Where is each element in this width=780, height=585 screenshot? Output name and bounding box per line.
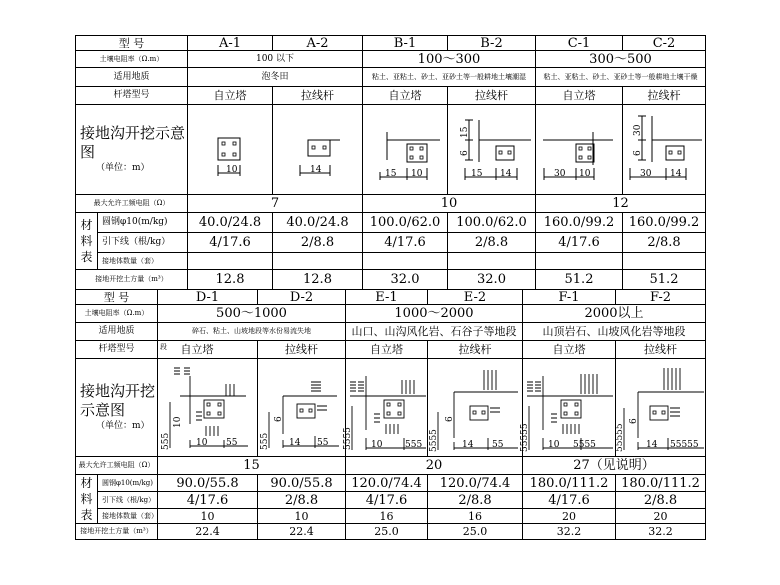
steel-cell: 90.0/55.8: [258, 475, 346, 492]
trench-diagram-c1: [536, 105, 623, 195]
type-row: [76, 290, 706, 305]
diagram-row: [76, 105, 706, 195]
type-label: 型 号: [76, 290, 158, 305]
dim-label: 15: [459, 126, 470, 138]
dim-label: 14: [670, 168, 682, 179]
steel-cell: 100.0/62.0: [363, 213, 448, 233]
dim-label: 14: [646, 439, 658, 450]
lead-cell: 4/17.6: [346, 492, 428, 509]
terrain-row: [76, 323, 706, 341]
lead-cell: 4/17.6: [363, 233, 448, 253]
diagram-label-cell: [76, 359, 158, 457]
tower-cell: 拉线杆: [428, 341, 523, 359]
steel-cell: 120.0/74.4: [428, 475, 523, 492]
earth-cell: 12.8: [188, 270, 273, 290]
resistivity-cell: 2000以上: [523, 305, 706, 323]
resistivity-row: [76, 51, 706, 68]
trench-diagram-c2: [623, 105, 706, 195]
trench-diagram-a2: [273, 105, 363, 195]
diagram-unit: （单位：m）: [96, 163, 150, 173]
tower-cell: 拉线杆: [448, 87, 536, 105]
dim-label: 10: [172, 416, 183, 428]
trench-diagram-b1: [363, 105, 448, 195]
dim-label: 10: [548, 439, 560, 450]
count-label: 接地体数量（套）: [98, 253, 188, 270]
type-cell: F-2: [616, 290, 706, 305]
steel-cell: 40.0/24.8: [273, 213, 363, 233]
count-cell: [448, 253, 536, 270]
lead-cell: 2/8.8: [258, 492, 346, 509]
count-cell: [536, 253, 623, 270]
trench-diagram-b2: [448, 105, 536, 195]
dim-label: 14: [288, 437, 300, 448]
terrain-label: 适用地质: [76, 68, 188, 87]
steel-cell: 90.0/55.8: [158, 475, 258, 492]
count-cell: 20: [523, 509, 616, 524]
grounding-spec-sheet: [75, 35, 705, 555]
dim-label: 5555: [429, 428, 439, 452]
count-row: [76, 253, 706, 270]
steel-cell: 180.0/111.2: [616, 475, 706, 492]
max-resistance-row: [76, 457, 706, 475]
tower-cell: [158, 341, 258, 359]
type-cell: B-1: [363, 36, 448, 51]
dim-label: 10: [195, 437, 207, 448]
type-label: 型 号: [76, 36, 188, 51]
steel-row: [76, 475, 706, 492]
type-cell: D-2: [258, 290, 346, 305]
earth-label: 接地开挖土方量（m³）: [76, 524, 158, 540]
dim-label: 555: [160, 432, 171, 450]
lead-label: 引下线（根/kg）: [98, 492, 158, 509]
diagram-label-cell: [76, 105, 188, 195]
resistivity-cell: 100 以下: [188, 51, 363, 68]
earth-row: [76, 524, 706, 540]
type-cell: A-2: [273, 36, 363, 51]
lead-cell: 4/17.6: [158, 492, 258, 509]
tower-cell: 自立塔: [536, 87, 623, 105]
tower-cell: 自立塔: [363, 87, 448, 105]
count-cell: 16: [346, 509, 428, 524]
lead-cell: 4/17.6: [536, 233, 623, 253]
earth-cell: 32.0: [448, 270, 536, 290]
dim-label: 14: [309, 164, 321, 175]
type-cell: A-1: [188, 36, 273, 51]
tower-cell-label: 自立塔: [180, 343, 214, 356]
type-cell: B-2: [448, 36, 536, 51]
terrain-cell: 泡冬田: [188, 68, 363, 87]
tower-cell: 自立塔: [188, 87, 273, 105]
resistivity-label: 土壤电阻率（Ω.m）: [76, 305, 158, 323]
count-row: [76, 509, 706, 524]
resistivity-row: [76, 305, 706, 323]
tower-cell: 拉线杆: [616, 341, 706, 359]
lead-row: [76, 233, 706, 253]
count-cell: [363, 253, 448, 270]
dim-label: 55: [316, 437, 328, 448]
trench-diagram-e2-svg: [428, 362, 522, 454]
lead-cell: 2/8.8: [623, 233, 706, 253]
trench-diagram-a2-svg: [278, 110, 358, 190]
dim-label: 555: [259, 432, 270, 450]
trench-diagram-c1-svg: [538, 110, 620, 190]
tower-cell: 拉线杆: [623, 87, 706, 105]
max-resistance-cell: 7: [188, 195, 363, 213]
resistivity-cell: 300～500: [536, 51, 706, 68]
steel-cell: 180.0/111.2: [523, 475, 616, 492]
max-resistance-cell: 20: [346, 457, 523, 475]
type-cell: F-1: [523, 290, 616, 305]
type-row: [76, 36, 706, 51]
trench-diagram-d2-svg: [259, 362, 345, 454]
max-resistance-cell: 27（见说明）: [523, 457, 706, 475]
diagram-unit: （单位：m）: [96, 421, 150, 431]
trench-diagram-e1: [343, 359, 428, 457]
resistivity-cell: 500～1000: [158, 305, 346, 323]
tower-row: [76, 87, 706, 105]
trench-diagram-b2-svg: [451, 110, 533, 190]
max-resistance-label: 最大允许工频电阻（Ω）: [76, 195, 188, 213]
dim-label: 5555: [573, 439, 596, 450]
dim-label: 15: [470, 168, 482, 179]
dim-label: 6: [445, 415, 455, 422]
lead-cell: 2/8.8: [428, 492, 523, 509]
trench-diagram-f1: [520, 359, 616, 457]
max-resistance-cell: 15: [158, 457, 346, 475]
dim-label: 55: [225, 437, 237, 448]
resistivity-label: 土壤电阻率（Ω.m）: [76, 51, 188, 68]
steel-cell: 40.0/24.8: [188, 213, 273, 233]
material-label: 材料表: [76, 475, 98, 524]
dim-label: 6: [629, 417, 639, 424]
earth-cell: 32.2: [523, 524, 616, 540]
terrain-label: 适用地质: [76, 323, 158, 341]
terrain-cell: 粘土、亚粘土、砂土、亚砂土等一般耕地土壤潮湿: [363, 68, 536, 87]
type-cell: E-2: [428, 290, 523, 305]
type-cell: E-1: [346, 290, 428, 305]
trench-diagram-a1: [188, 105, 273, 195]
max-resistance-row: [76, 195, 706, 213]
count-cell: [188, 253, 273, 270]
dim-label: 10: [226, 164, 238, 175]
terrain-cell: 山口、山沟风化岩、石谷子等地段: [346, 323, 523, 341]
count-label: 接地体数量（套）: [98, 509, 158, 524]
dim-label: 6: [273, 415, 284, 422]
earth-cell: 25.0: [346, 524, 428, 540]
dim-label: 55: [492, 439, 504, 450]
max-resistance-cell: 12: [536, 195, 706, 213]
dim-label: 55555: [615, 422, 625, 452]
count-cell: 10: [258, 509, 346, 524]
count-cell: 20: [616, 509, 706, 524]
earth-cell: 12.8: [273, 270, 363, 290]
steel-row: [76, 213, 706, 233]
terrain-row: [76, 68, 706, 87]
resistivity-cell: 100～300: [363, 51, 536, 68]
steel-label: 圆钢φ10(m/kg): [98, 213, 188, 233]
diagram-label: 接地沟开挖示意图: [80, 124, 186, 161]
lead-label: 引下线（根/kg）: [98, 233, 188, 253]
dim-label: 6: [459, 149, 470, 156]
terrain-cell: 山顶岩石、山坡风化岩等地段: [523, 323, 706, 341]
dim-label: 6: [633, 149, 643, 156]
trench-diagram-a1-svg: [190, 110, 270, 190]
trench-diagram-b1-svg: [365, 110, 445, 190]
trench-diagram-d2: [258, 359, 346, 457]
dim-label: 555: [405, 439, 423, 450]
bottom-spec-table: [75, 289, 706, 540]
type-cell: C-2: [623, 36, 706, 51]
tower-label: 杆塔型号: [76, 341, 158, 359]
dim-label: 30: [554, 168, 566, 179]
tower-cell: 拉线杆: [273, 87, 363, 105]
count-cell: [623, 253, 706, 270]
dim-label: 10: [411, 168, 423, 179]
earth-cell: 51.2: [623, 270, 706, 290]
lead-cell: 2/8.8: [448, 233, 536, 253]
tower-row: [76, 341, 706, 359]
earth-cell: 32.2: [616, 524, 706, 540]
lead-row: [76, 492, 706, 509]
diagram-label: 接地沟开挖示意图: [80, 382, 156, 419]
dim-label: 15: [385, 168, 397, 179]
tower-label: 杆塔型号: [76, 87, 188, 105]
dim-label: 5555: [343, 426, 353, 450]
trench-diagram-d1-svg: [160, 362, 256, 454]
dim-label: 30: [640, 168, 652, 179]
lead-cell: 4/17.6: [188, 233, 273, 253]
trench-diagram-f2: [616, 359, 706, 457]
steel-label: 圆钢φ10(m/kg): [98, 475, 158, 492]
earth-cell: 22.4: [158, 524, 258, 540]
earth-cell: 51.2: [536, 270, 623, 290]
trench-diagram-f1-svg: [520, 362, 615, 454]
terrain-cell: 碎石、粘土、山坡地段等水份易流失地: [158, 323, 346, 341]
dim-label: 10: [579, 168, 591, 179]
terrain-cell: 粘土、亚粘土、砂土、亚砂土等一般耕地土壤干燥: [536, 68, 706, 87]
lead-cell: 4/17.6: [523, 492, 616, 509]
top-spec-table: [75, 35, 706, 290]
trench-diagram-c2-svg: [624, 110, 704, 190]
dim-label: 14: [499, 168, 511, 179]
tower-cell: 自立塔: [346, 341, 428, 359]
max-resistance-label: 最大允许工频电阻（Ω）: [76, 457, 158, 475]
lead-cell: 2/8.8: [273, 233, 363, 253]
lead-cell: 2/8.8: [616, 492, 706, 509]
tower-cell: 自立塔: [523, 341, 616, 359]
dim-label: 30: [633, 124, 643, 136]
dim-label: 55555: [520, 422, 530, 452]
diagram-row: [76, 359, 706, 457]
count-cell: 10: [158, 509, 258, 524]
dim-label: 14: [462, 439, 474, 450]
tower-cell: 拉线杆: [258, 341, 346, 359]
trench-diagram-d1: [158, 359, 258, 457]
count-cell: [273, 253, 363, 270]
trench-diagram-e1-svg: [343, 362, 428, 454]
count-cell: 16: [428, 509, 523, 524]
trench-diagram-e2: [428, 359, 523, 457]
earth-cell: 32.0: [363, 270, 448, 290]
earth-cell: 22.4: [258, 524, 346, 540]
dim-label: 10: [371, 439, 383, 450]
dim-label: 55555: [670, 439, 699, 450]
steel-cell: 120.0/74.4: [346, 475, 428, 492]
earth-cell: 25.0: [428, 524, 523, 540]
material-label: 材料表: [76, 213, 98, 270]
max-resistance-cell: 10: [363, 195, 536, 213]
type-cell: C-1: [536, 36, 623, 51]
steel-cell: 160.0/99.2: [536, 213, 623, 233]
steel-cell: 160.0/99.2: [623, 213, 706, 233]
side-char: 段: [160, 343, 167, 351]
steel-cell: 100.0/62.0: [448, 213, 536, 233]
earth-row: [76, 270, 706, 290]
earth-label: 接地开挖土方量（m³）: [76, 270, 188, 290]
resistivity-cell: 1000～2000: [346, 305, 523, 323]
trench-diagram-f2-svg: [616, 362, 706, 454]
type-cell: D-1: [158, 290, 258, 305]
